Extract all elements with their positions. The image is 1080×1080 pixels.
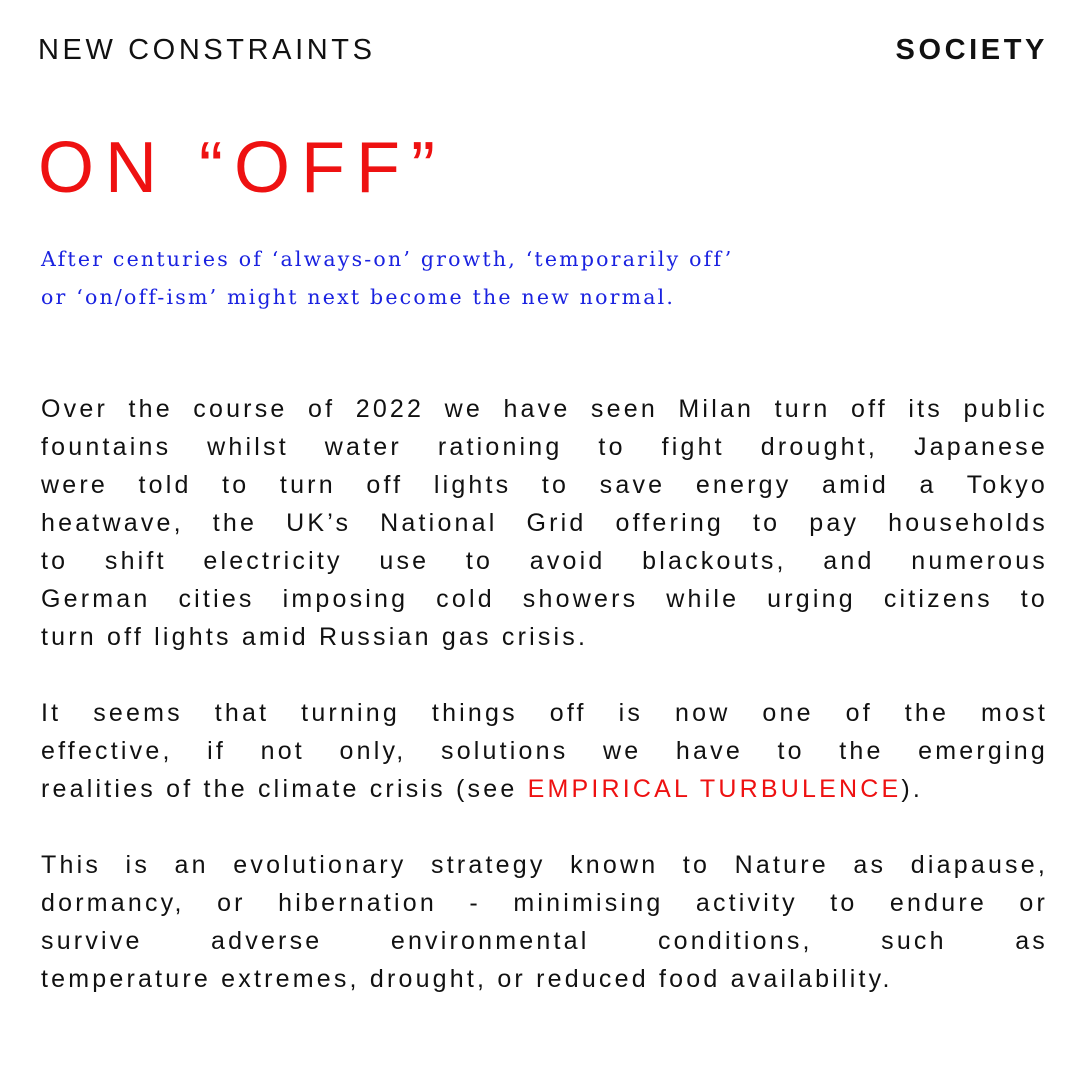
paragraph-line bbox=[41, 770, 1048, 808]
paragraph-line: German cities imposing cold showers while urging citizens to bbox=[41, 585, 1048, 613]
empirical-turbulence-link[interactable]: EMPIRICAL TURBULENCE bbox=[527, 775, 902, 803]
paragraph-line: This is an evolutionary strategy known to Nature as diapause, bbox=[41, 851, 1048, 879]
body-paragraph-1 bbox=[41, 390, 1048, 656]
paragraph-text: ). bbox=[901, 775, 924, 803]
paragraph-line: turn off lights amid Russian gas crisis. bbox=[41, 623, 589, 651]
category-label: SOCIETY bbox=[895, 34, 1048, 66]
body-paragraph-2 bbox=[41, 694, 1048, 808]
body-paragraph-3 bbox=[41, 846, 1048, 998]
subtitle-line: After centuries of ‘always-on’ growth, ‘temporarily off’ bbox=[41, 247, 734, 271]
subtitle-line: or ‘on/off-ism’ might next become the new normal. bbox=[41, 285, 676, 309]
subtitle bbox=[41, 240, 881, 316]
section-label: NEW CONSTRAINTS bbox=[38, 34, 376, 66]
page-title: ON “OFF” bbox=[38, 128, 446, 208]
paragraph-text: realities of the climate crisis (see bbox=[41, 775, 528, 803]
paragraph-line: dormancy, or hibernation - minimising activity to endure or bbox=[41, 889, 1048, 917]
paragraph-line: It seems that turning things off is now one of the most bbox=[41, 699, 1048, 727]
paragraph-line: were told to turn off lights to save energy amid a Tokyo bbox=[41, 471, 1048, 499]
paragraph-line: temperature extremes, drought, or reduced food availability. bbox=[41, 965, 893, 993]
paragraph-line: fountains whilst water rationing to fight drought, Japanese bbox=[41, 433, 1048, 461]
paragraph-line: effective, if not only, solutions we have to the emerging bbox=[41, 737, 1048, 765]
paragraph-line: heatwave, the UK’s National Grid offering to pay households bbox=[41, 509, 1048, 537]
paragraph-line: to shift electricity use to avoid blackouts, and numerous bbox=[41, 547, 1048, 575]
paragraph-line: survive adverse environmental conditions, such as bbox=[41, 927, 1048, 955]
paragraph-line: Over the course of 2022 we have seen Milan turn off its public bbox=[41, 395, 1048, 423]
